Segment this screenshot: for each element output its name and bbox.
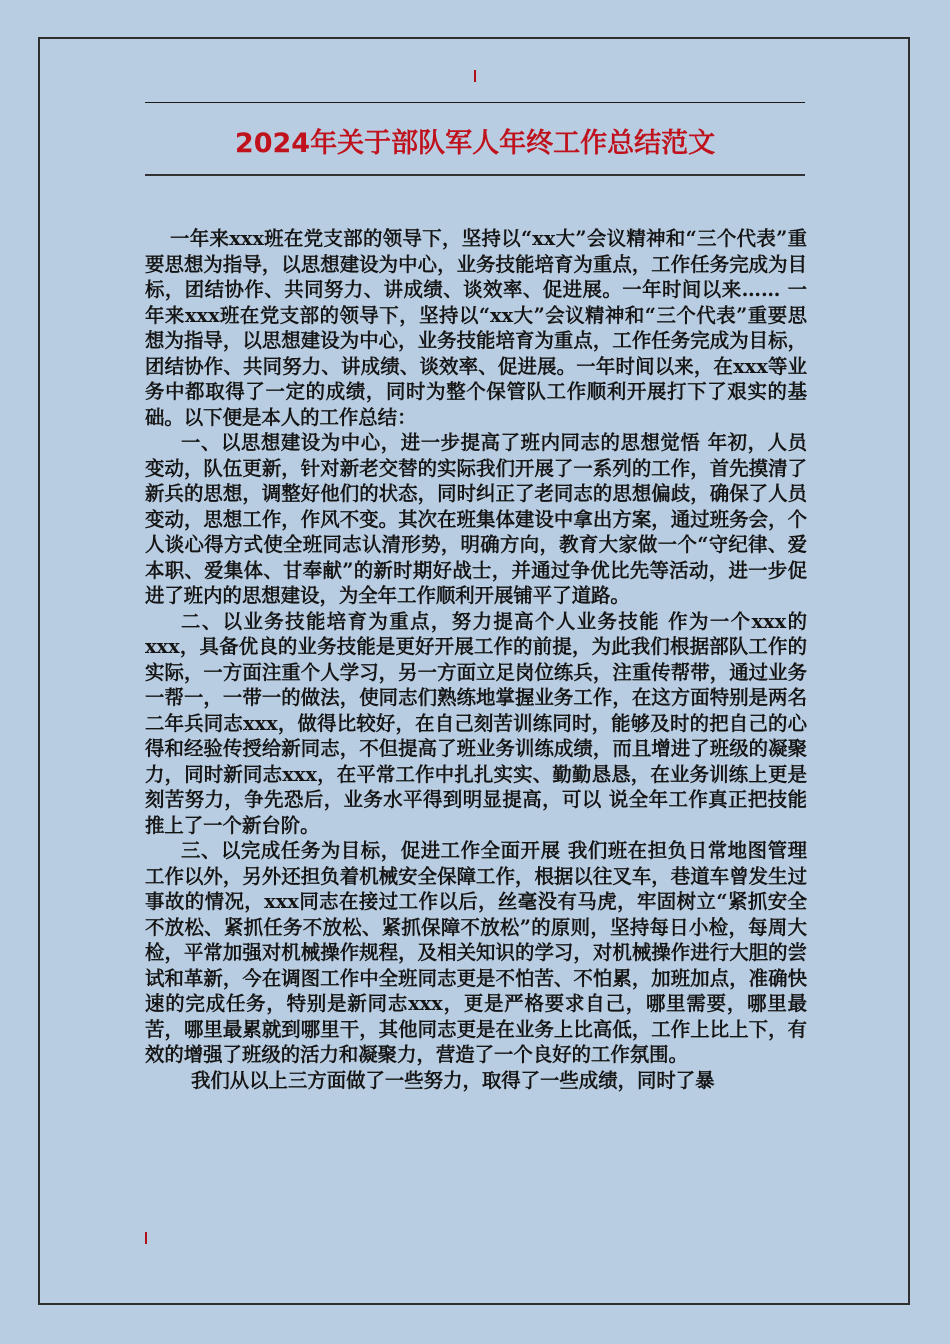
paragraph-section-3: 三、以完成任务为目标，促进工作全面开展 我们班在担负日常地图管理工作以外，另外还担负着机械安全保障工作，根据以往叉车，巷道车曾发生过事故的情况，xxx同志在接过工作以后，丝毫没有马虎，牢固树立“紧抓安全不放松、紧抓任务不放松、紧抓保障不放松”的原则，坚持每日小检，每周大检，平常加强对机械操作规程，及相关知识的学习，对机械操作进行大胆的尝试和革新，今在调图工作中全班同志更是不怕苦、不怕累，加班加点，准确快速的完成任务，特别是新同志xxx，更是严格要求自己，哪里需要，哪里最苦，哪里最累就到哪里干，其他同志更是在业务上比高低，工作上比上下，有效的增强了班级的活力和凝聚力，营造了一个良好的工作氛围。 (145, 839, 807, 1066)
title-underline (145, 174, 805, 176)
paragraph-intro: 一年来xxx班在党支部的领导下，坚持以“xx大”会议精神和“三个代表”重要思想为指导，以思想建设为中心，业务技能培育为重点，工作任务完成为目标，团结协作、共同努力、讲成绩、谈效率、促进展。一年时间以来…… 一年来xxx班在党支部的领导下，坚持以“xx大”会议精神和“三个代表”重要思想为指导，以思想建设为中心，业务技能培育为重点，工作任务完成为目标，团结协作、共同努力、讲成绩、谈效率、促进展。一年时间以来，在xxx等业务中都取得了一定的成绩，同时为整个保管队工作顺利开展打下了艰实的基础。以下便是本人的工作总结： (145, 227, 807, 429)
document-title: 2024年关于部队军人年终工作总结范文 (234, 128, 716, 159)
paragraph-closing: 我们从以上三方面做了一些努力，取得了一些成绩，同时了暴 (191, 1068, 715, 1092)
paragraph-section-1: 一、以思想建设为中心，进一步提高了班内同志的思想觉悟 年初，人员变动，队伍更新，针对新老交替的实际我们开展了一系列的工作，首先摸清了新兵的思想，调整好他们的状态，同时纠正了老同志的思想偏歧，确保了人员变动，思想工作，作风不变。其次在班集体建设中拿出方案，通过班务会，个人谈心得方式使全班同志认清形势，明确方向，教育大家做一个“守纪律、爱本职、爱集体、甘奉献”的新时期好战士，并通过争优比先等活动，进一步促进了班内的思想建设，为全年工作顺利开展铺平了道路。 (145, 431, 807, 607)
header-rule (145, 102, 805, 103)
bottom-margin-mark (145, 1232, 147, 1244)
top-margin-mark (474, 70, 476, 82)
paragraph-section-2: 二、以业务技能培育为重点，努力提高个人业务技能 作为一个xxx的xxx，具备优良的业务技能是更好开展工作的前提，为此我们根据部队工作的实际，一方面注重个人学习，另一方面立足岗位练兵，注重传帮带，通过业务一帮一，一带一的做法，使同志们熟练地掌握业务工作，在这方面特别是两名二年兵同志xxx，做得比较好，在自己刻苦训练同时，能够及时的把自己的心得和经验传授给新同志，不但提高了班业务训练成绩，而且增进了班级的凝聚力，同时新同志xxx，在平常工作中扎扎实实、勤勤恳恳，在业务训练上更是刻苦努力，争先恐后，业务水平得到明显提高，可以 说全年工作真正把技能推上了一个新台阶。 (145, 609, 807, 837)
document-body (145, 226, 807, 1093)
